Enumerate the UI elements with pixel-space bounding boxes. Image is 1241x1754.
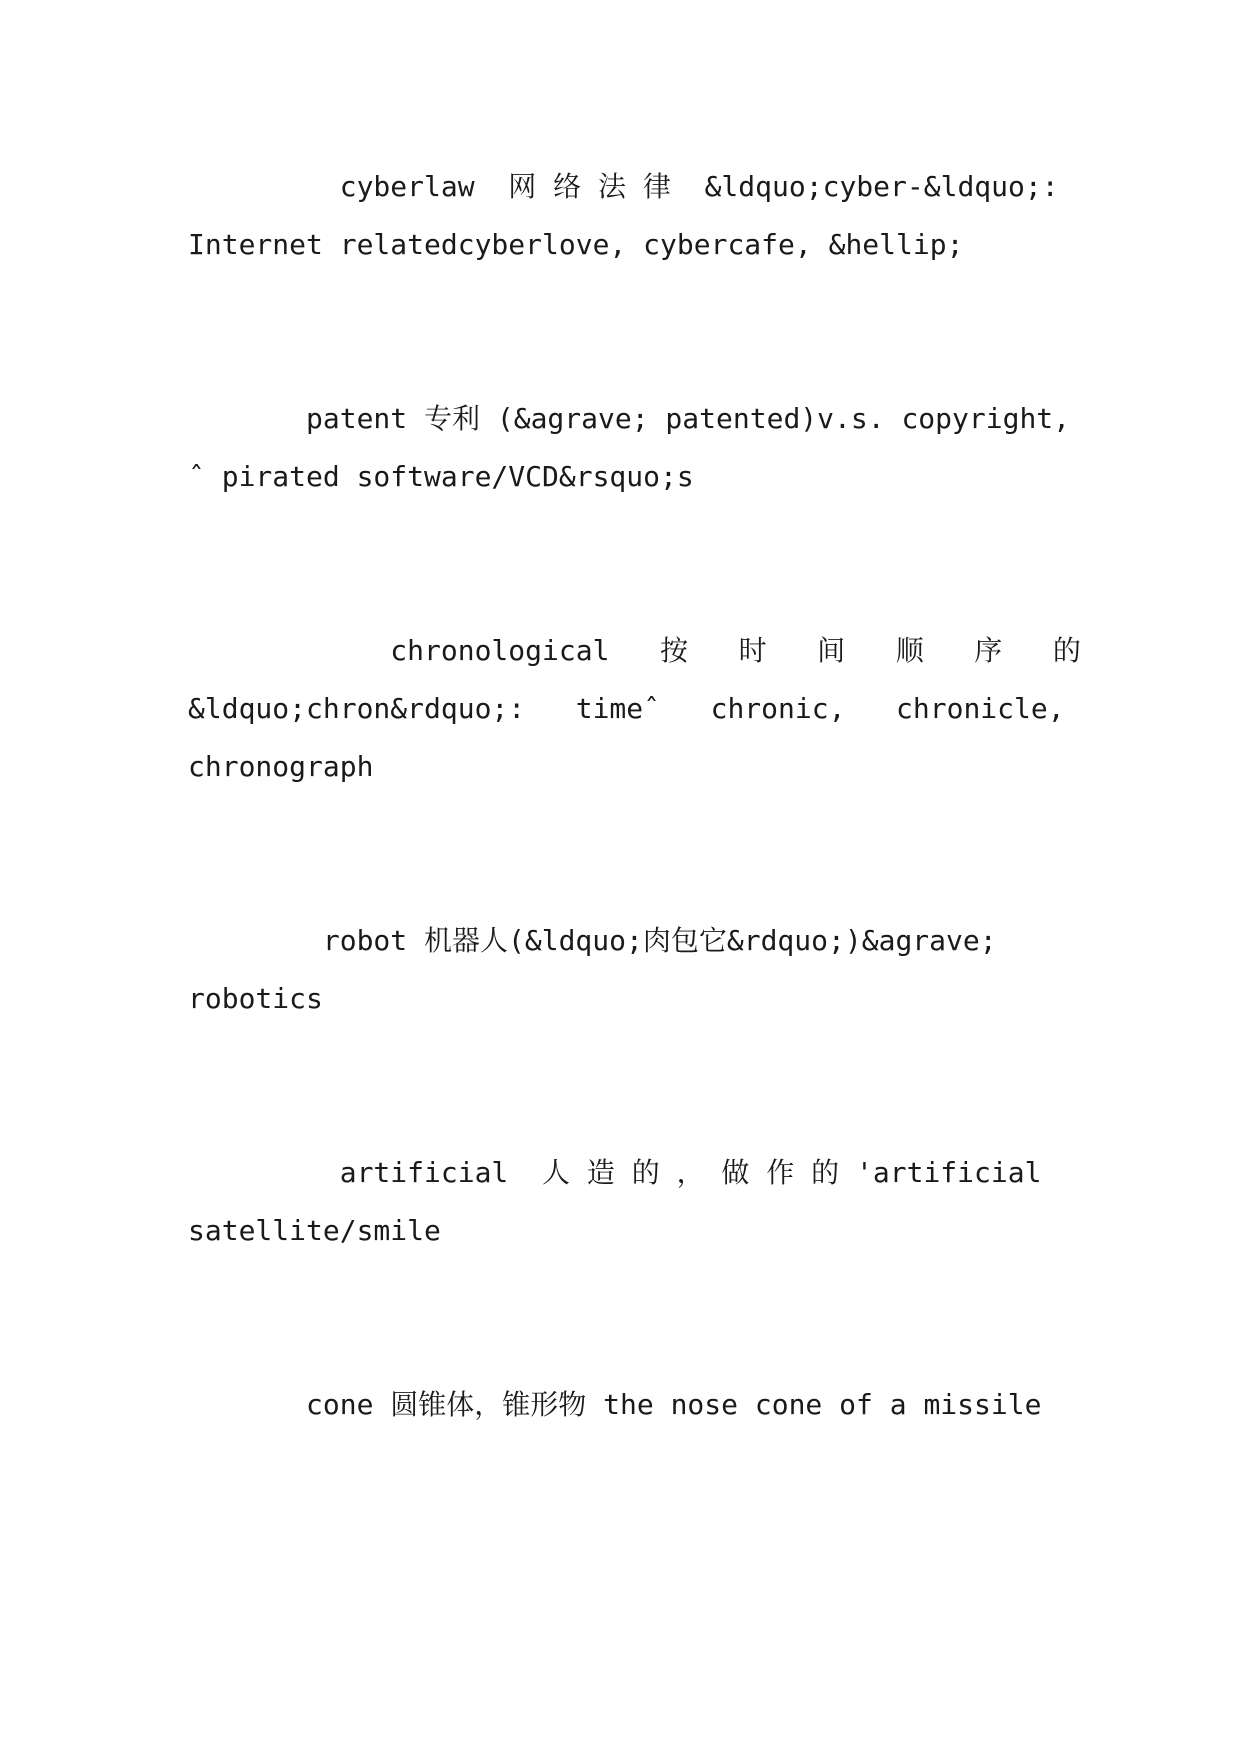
entry-line: robot 机器人(&ldquo;肉包它&rdquo;)&agrave; [188,924,997,957]
entry-chronological [188,622,1081,796]
entry-line: satellite/smile [188,1214,441,1247]
entry-line: artificial 人 造 的 ， 做 作 的 'artificial [188,1156,1042,1189]
entry-artificial [188,1144,1050,1260]
entry-line: chronograph [188,750,374,783]
entry-patent [188,390,1071,506]
entry-line: cyberlaw 网 络 法 律 &ldquo;cyber-&ldquo;: [188,170,1059,203]
entry-cyberlaw [188,158,1059,274]
entry-cone [188,1376,1050,1434]
entry-line: chronological 按 时 间 顺 序 的 [188,634,1081,667]
entry-robot [188,912,1050,1028]
entry-line: cone 圆锥体，锥形物 the nose cone of a missile [188,1388,1042,1421]
entry-line: &ldquo;chron&rdquo;: timeˆ chronic, chronicle, [188,692,1065,725]
entry-line: Internet relatedcyberlove, cybercafe, &hellip; [188,228,964,261]
entry-line: patent 专利 (&agrave; patented)v.s. copyright, [188,402,1071,435]
entry-line: robotics [188,982,323,1015]
entry-line: ˆ pirated software/VCD&rsquo;s [188,460,694,493]
